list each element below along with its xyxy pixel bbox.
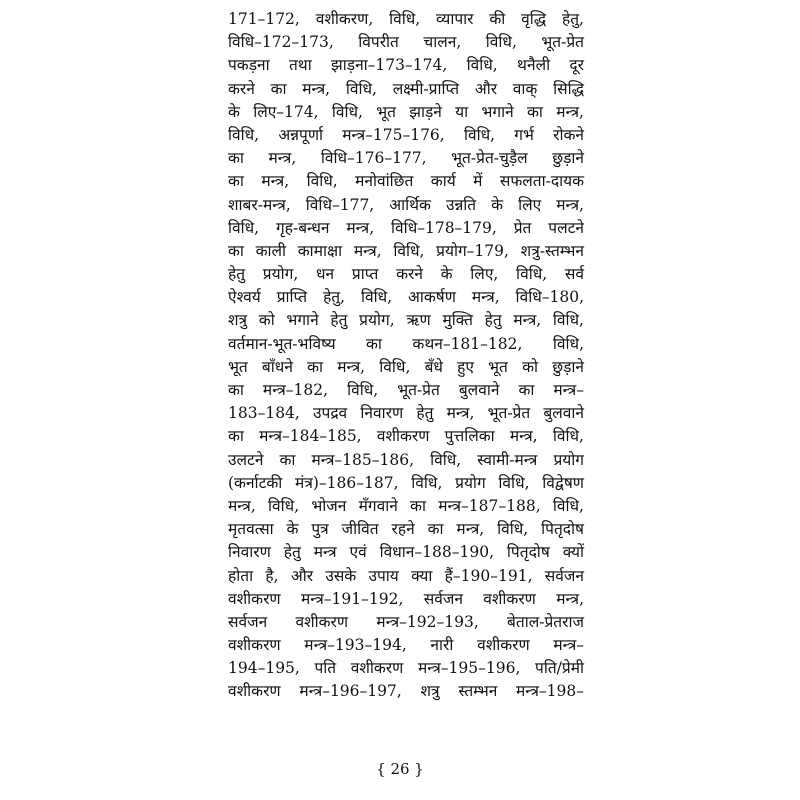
text-line: का मन्त्र–184–185, वशीकरण पुत्तलिका मन्त्र, विधि,: [228, 427, 584, 446]
index-text-block: [228, 8, 584, 704]
text-line: शत्रु को भगाने हेतु प्रयोग, ऋण मुक्ति हेतु मन्त्र, विधि,: [228, 311, 584, 330]
text-line: निवारण हेतु मन्त्र एवं विधान–188–190, पितृदोष क्यों: [228, 543, 584, 562]
text-line: विधि, गृह-बन्धन मन्त्र, विधि–178–179, प्रेत पलटने: [228, 218, 584, 237]
text-line: वशीकरण मन्त्र–196–197, शत्रु स्तम्भन मन्त्र–198–: [228, 682, 584, 701]
text-line: मृतवत्सा के पुत्र जीवित रहने का मन्त्र, विधि, पितृदोष: [228, 520, 584, 539]
page-number: { 26 }: [376, 760, 424, 778]
text-line: वर्तमान-भूत-भविष्य का कथन–181–182, विधि,: [228, 334, 584, 353]
text-line: विधि–172–173, विपरीत चालन, विधि, भूत-प्रेत: [228, 33, 584, 52]
text-line: 171–172, वशीकरण, विधि, व्यापार की वृद्धि हेतु,: [228, 10, 584, 28]
text-line: 194–195, पति वशीकरण मन्त्र–195–196, पति/प्रेमी: [228, 659, 584, 678]
text-line: होता है, और उसके उपाय क्या हैं–190–191, सर्वजन: [228, 566, 584, 585]
text-line: हेतु प्रयोग, धन प्राप्त करने के लिए, विधि, सर्व: [228, 265, 584, 284]
text-line: वशीकरण मन्त्र–191–192, सर्वजन वशीकरण मन्त्र,: [228, 589, 584, 608]
text-line: उलटने का मन्त्र–185–186, विधि, स्वामी-मन्त्र प्रयोग: [228, 450, 584, 469]
text-line: का मन्त्र, विधि–176–177, भूत-प्रेत-चुड़ैल छुड़ाने: [228, 149, 584, 168]
text-line: का मन्त्र–182, विधि, भूत-प्रेत बुलवाने का मन्त्र–: [228, 381, 584, 399]
text-line: करने का मन्त्र, विधि, लक्ष्मी-प्राप्ति और वाक् सिद्धि: [228, 79, 584, 98]
text-line: का काली कामाक्षा मन्त्र, विधि, प्रयोग–179, शत्रु-स्तम्भन: [228, 241, 584, 260]
text-line: सर्वजन वशीकरण मन्त्र–192–193, बेताल-प्रेतराज: [228, 612, 584, 631]
text-line: ऐश्वर्य प्राप्ति हेतु, विधि, आकर्षण मन्त्र, विधि–180,: [228, 288, 584, 307]
text-line: पकड़ना तथा झाड़ना–173–174, विधि, थनैली दूर: [228, 56, 584, 75]
text-line: के लिए–174, विधि, भूत झाड़ने या भगाने का मन्त्र,: [228, 102, 584, 121]
text-line: मन्त्र, विधि, भोजन मँगवाने का मन्त्र–187–188, विधि,: [228, 496, 584, 515]
text-line: शाबर-मन्त्र, विधि–177, आर्थिक उन्नति के लिए मन्त्र,: [228, 195, 584, 214]
text-line: वशीकरण मन्त्र–193–194, नारी वशीकरण मन्त्र–: [228, 636, 584, 655]
text-line: 183–184, उपद्रव निवारण हेतु मन्त्र, भूत-प्रेत बुलवाने: [228, 404, 584, 423]
text-line: विधि, अन्नपूर्णा मन्त्र–175–176, विधि, गर्भ रोकने: [228, 125, 584, 144]
text-line: (कर्नाटकी मंत्र)–186–187, विधि, प्रयोग विधि, विद्वेषण: [228, 473, 584, 492]
text-line: का मन्त्र, विधि, मनोवांछित कार्य में सफलता-दायक: [228, 172, 584, 191]
text-line: भूत बाँधने का मन्त्र, विधि, बँधे हुए भूत को छुड़ाने: [228, 357, 584, 376]
